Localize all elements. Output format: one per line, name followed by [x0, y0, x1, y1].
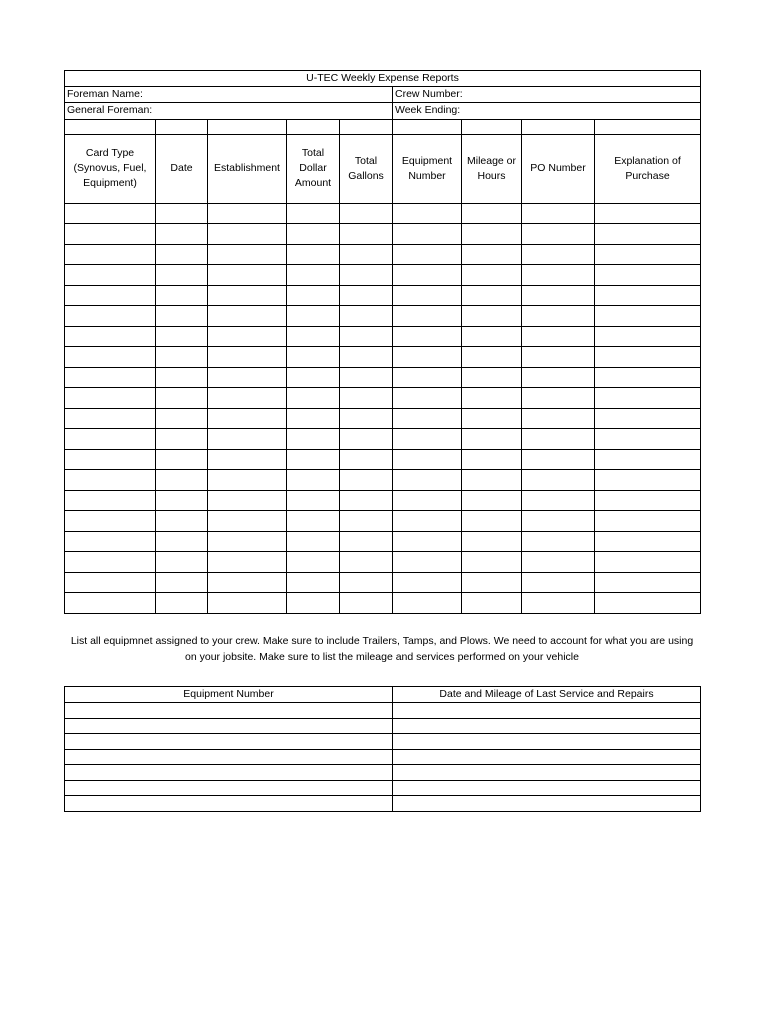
equipment-row [65, 749, 701, 765]
expense-cell[interactable] [595, 367, 701, 388]
expense-cell[interactable] [522, 552, 595, 573]
expense-row [65, 367, 701, 388]
expense-cell[interactable] [65, 449, 156, 470]
expense-cell[interactable] [208, 408, 287, 429]
expense-cell[interactable] [462, 306, 522, 327]
expense-cell[interactable] [522, 511, 595, 532]
expense-cell[interactable] [595, 388, 701, 409]
equipment-row [65, 780, 701, 796]
expense-cell[interactable] [287, 593, 340, 614]
expense-cell[interactable] [595, 408, 701, 429]
equipment-cell[interactable] [393, 749, 701, 765]
spacer-cell [287, 119, 340, 134]
column-header-mileage-or-hours: Mileage or Hours [462, 134, 522, 203]
expense-cell[interactable] [393, 244, 462, 265]
expense-cell[interactable] [595, 306, 701, 327]
expense-row [65, 552, 701, 573]
expense-cell[interactable] [287, 285, 340, 306]
expense-cell[interactable] [208, 265, 287, 286]
expense-cell[interactable] [287, 347, 340, 368]
expense-cell[interactable] [287, 408, 340, 429]
expense-cell[interactable] [462, 408, 522, 429]
expense-cell[interactable] [462, 224, 522, 245]
spacer-cell [522, 119, 595, 134]
expense-cell[interactable] [287, 572, 340, 593]
equipment-cell[interactable] [393, 703, 701, 719]
expense-cell[interactable] [522, 429, 595, 450]
column-header-equipment-number: Equipment Number [65, 687, 393, 703]
form-title: U-TEC Weekly Expense Reports [65, 71, 701, 87]
expense-cell[interactable] [393, 552, 462, 573]
expense-cell[interactable] [287, 244, 340, 265]
expense-cell[interactable] [462, 285, 522, 306]
expense-cell[interactable] [462, 490, 522, 511]
expense-cell[interactable] [393, 285, 462, 306]
expense-cell[interactable] [393, 449, 462, 470]
expense-cell[interactable] [462, 326, 522, 347]
expense-cell[interactable] [522, 490, 595, 511]
expense-cell[interactable] [595, 531, 701, 552]
equipment-row [65, 734, 701, 750]
column-header-last-service: Date and Mileage of Last Service and Repairs [393, 687, 701, 703]
expense-cell[interactable] [65, 511, 156, 532]
equipment-row [65, 718, 701, 734]
column-header-equipment-number: Equipment Number [393, 134, 462, 203]
expense-cell[interactable] [595, 285, 701, 306]
expense-cell[interactable] [287, 306, 340, 327]
spacer-cell [595, 119, 701, 134]
expense-cell[interactable] [340, 326, 393, 347]
expense-cell[interactable] [65, 326, 156, 347]
spacer-cell [340, 119, 393, 134]
expense-cell[interactable] [522, 285, 595, 306]
foreman-name-field[interactable]: Foreman Name: [65, 87, 393, 103]
expense-cell[interactable] [393, 408, 462, 429]
expense-cell[interactable] [340, 490, 393, 511]
expense-cell[interactable] [340, 265, 393, 286]
expense-cell[interactable] [208, 224, 287, 245]
expense-cell[interactable] [208, 470, 287, 491]
expense-cell[interactable] [340, 449, 393, 470]
equipment-cell[interactable] [393, 796, 701, 812]
expense-cell[interactable] [595, 572, 701, 593]
expense-row [65, 572, 701, 593]
expense-row [65, 244, 701, 265]
expense-cell[interactable] [462, 265, 522, 286]
expense-cell[interactable] [393, 470, 462, 491]
expense-cell[interactable] [340, 367, 393, 388]
expense-cell[interactable] [208, 593, 287, 614]
expense-cell[interactable] [462, 572, 522, 593]
expense-cell[interactable] [287, 388, 340, 409]
expense-cell[interactable] [340, 306, 393, 327]
expense-row [65, 347, 701, 368]
expense-cell[interactable] [208, 347, 287, 368]
expense-cell[interactable] [65, 347, 156, 368]
expense-cell[interactable] [287, 531, 340, 552]
expense-cell[interactable] [340, 408, 393, 429]
expense-cell[interactable] [65, 203, 156, 224]
expense-cell[interactable] [522, 244, 595, 265]
expense-cell[interactable] [208, 326, 287, 347]
expense-cell[interactable] [156, 449, 208, 470]
expense-cell[interactable] [595, 470, 701, 491]
crew-number-field[interactable]: Crew Number: [393, 87, 701, 103]
column-header-establishment: Establishment [208, 134, 287, 203]
expense-cell[interactable] [522, 367, 595, 388]
expense-cell[interactable] [156, 408, 208, 429]
expense-cell[interactable] [595, 347, 701, 368]
expense-cell[interactable] [156, 265, 208, 286]
expense-cell[interactable] [65, 470, 156, 491]
expense-cell[interactable] [522, 203, 595, 224]
expense-cell[interactable] [65, 244, 156, 265]
expense-cell[interactable] [156, 244, 208, 265]
expense-cell[interactable] [65, 224, 156, 245]
expense-cell[interactable] [522, 408, 595, 429]
expense-cell[interactable] [208, 572, 287, 593]
expense-cell[interactable] [156, 388, 208, 409]
spacer-row [65, 119, 701, 134]
spacer-cell [393, 119, 462, 134]
expense-cell[interactable] [393, 367, 462, 388]
equipment-cell[interactable] [393, 734, 701, 750]
expense-cell[interactable] [156, 490, 208, 511]
expense-cell[interactable] [462, 511, 522, 532]
expense-cell[interactable] [208, 367, 287, 388]
expense-cell[interactable] [65, 552, 156, 573]
expense-cell[interactable] [340, 388, 393, 409]
expense-cell[interactable] [340, 572, 393, 593]
expense-cell[interactable] [156, 511, 208, 532]
column-header-total-dollar-amount: Total Dollar Amount [287, 134, 340, 203]
expense-cell[interactable] [287, 203, 340, 224]
equipment-cell[interactable] [65, 718, 393, 734]
expense-cell[interactable] [522, 388, 595, 409]
expense-cell[interactable] [156, 429, 208, 450]
expense-cell[interactable] [462, 244, 522, 265]
instructions-text: List all equipmnet assigned to your crew. Make sure to include Trailers, Tamps, and Plows. We need to account for what you are using on your jobsite. Make sure to list the mileage and services performed on your vehicle [70, 635, 694, 663]
expense-cell[interactable] [393, 347, 462, 368]
expense-cell[interactable] [595, 449, 701, 470]
expense-cell[interactable] [208, 449, 287, 470]
expense-cell[interactable] [462, 449, 522, 470]
equipment-cell[interactable] [65, 749, 393, 765]
expense-cell[interactable] [65, 429, 156, 450]
expense-cell[interactable] [393, 531, 462, 552]
expense-cell[interactable] [208, 511, 287, 532]
expense-cell[interactable] [462, 552, 522, 573]
expense-row [65, 470, 701, 491]
expense-cell[interactable] [208, 429, 287, 450]
expense-header-row [65, 134, 701, 203]
spacer-cell [156, 119, 208, 134]
expense-row [65, 408, 701, 429]
expense-cell[interactable] [462, 429, 522, 450]
expense-cell[interactable] [393, 203, 462, 224]
expense-cell[interactable] [393, 429, 462, 450]
expense-cell[interactable] [522, 449, 595, 470]
expense-cell[interactable] [65, 593, 156, 614]
expense-cell[interactable] [287, 470, 340, 491]
spacer-cell [462, 119, 522, 134]
expense-row [65, 203, 701, 224]
expense-row [65, 224, 701, 245]
expense-cell[interactable] [208, 388, 287, 409]
equipment-cell[interactable] [65, 703, 393, 719]
expense-cell[interactable] [65, 285, 156, 306]
expense-cell[interactable] [156, 347, 208, 368]
expense-cell[interactable] [522, 224, 595, 245]
expense-cell[interactable] [65, 367, 156, 388]
expense-cell[interactable] [287, 429, 340, 450]
expense-cell[interactable] [287, 224, 340, 245]
expense-cell[interactable] [522, 326, 595, 347]
expense-cell[interactable] [595, 224, 701, 245]
expense-cell[interactable] [340, 531, 393, 552]
expense-cell[interactable] [393, 388, 462, 409]
equipment-service-table [64, 686, 701, 812]
expense-cell[interactable] [65, 572, 156, 593]
column-header-explanation: Explanation of Purchase [595, 134, 701, 203]
equipment-row [65, 765, 701, 781]
expense-report-table [64, 70, 701, 614]
expense-row [65, 511, 701, 532]
expense-row [65, 285, 701, 306]
expense-cell[interactable] [595, 265, 701, 286]
week-ending-field[interactable]: Week Ending: [393, 103, 701, 119]
expense-cell[interactable] [287, 511, 340, 532]
expense-cell[interactable] [462, 388, 522, 409]
expense-cell[interactable] [595, 593, 701, 614]
expense-cell[interactable] [65, 265, 156, 286]
spacer-cell [65, 119, 156, 134]
equipment-cell[interactable] [65, 780, 393, 796]
expense-cell[interactable] [393, 593, 462, 614]
expense-cell[interactable] [156, 367, 208, 388]
expense-cell[interactable] [340, 203, 393, 224]
equipment-cell[interactable] [65, 734, 393, 750]
expense-cell[interactable] [65, 306, 156, 327]
expense-cell[interactable] [156, 552, 208, 573]
expense-cell[interactable] [340, 552, 393, 573]
expense-cell[interactable] [340, 511, 393, 532]
expense-cell[interactable] [340, 470, 393, 491]
expense-cell[interactable] [595, 203, 701, 224]
expense-cell[interactable] [287, 552, 340, 573]
expense-cell[interactable] [522, 470, 595, 491]
expense-row [65, 306, 701, 327]
expense-cell[interactable] [595, 490, 701, 511]
expense-cell[interactable] [393, 490, 462, 511]
equipment-cell[interactable] [393, 765, 701, 781]
expense-cell[interactable] [65, 490, 156, 511]
expense-cell[interactable] [156, 572, 208, 593]
expense-cell[interactable] [156, 203, 208, 224]
column-header-date: Date [156, 134, 208, 203]
expense-cell[interactable] [340, 224, 393, 245]
expense-cell[interactable] [287, 326, 340, 347]
expense-cell[interactable] [156, 593, 208, 614]
expense-cell[interactable] [522, 306, 595, 327]
expense-cell[interactable] [65, 408, 156, 429]
expense-cell[interactable] [462, 531, 522, 552]
expense-row [65, 265, 701, 286]
expense-cell[interactable] [595, 552, 701, 573]
expense-cell[interactable] [156, 224, 208, 245]
expense-cell[interactable] [208, 285, 287, 306]
expense-cell[interactable] [462, 593, 522, 614]
expense-row [65, 449, 701, 470]
expense-cell[interactable] [156, 326, 208, 347]
column-header-po-number: PO Number [522, 134, 595, 203]
equipment-cell[interactable] [65, 796, 393, 812]
expense-cell[interactable] [287, 490, 340, 511]
expense-cell[interactable] [595, 511, 701, 532]
expense-cell[interactable] [156, 531, 208, 552]
expense-cell[interactable] [287, 265, 340, 286]
expense-cell[interactable] [156, 306, 208, 327]
expense-cell[interactable] [208, 552, 287, 573]
expense-cell[interactable] [595, 429, 701, 450]
expense-cell[interactable] [393, 326, 462, 347]
general-foreman-field[interactable]: General Foreman: [65, 103, 393, 119]
expense-row [65, 429, 701, 450]
expense-cell[interactable] [522, 593, 595, 614]
expense-cell[interactable] [340, 429, 393, 450]
expense-cell[interactable] [462, 470, 522, 491]
equipment-row [65, 796, 701, 812]
equipment-row [65, 703, 701, 719]
expense-row [65, 593, 701, 614]
expense-cell[interactable] [595, 244, 701, 265]
column-header-total-gallons: Total Gallons [340, 134, 393, 203]
expense-cell[interactable] [340, 347, 393, 368]
expense-cell[interactable] [522, 265, 595, 286]
expense-cell[interactable] [287, 367, 340, 388]
expense-cell[interactable] [595, 326, 701, 347]
expense-cell[interactable] [340, 593, 393, 614]
expense-cell[interactable] [287, 449, 340, 470]
expense-cell[interactable] [522, 347, 595, 368]
expense-cell[interactable] [393, 511, 462, 532]
expense-cell[interactable] [340, 244, 393, 265]
expense-cell[interactable] [65, 388, 156, 409]
column-header-card-type: Card Type (Synovus, Fuel, Equipment) [65, 134, 156, 203]
expense-cell[interactable] [462, 367, 522, 388]
expense-cell[interactable] [393, 572, 462, 593]
expense-cell[interactable] [156, 285, 208, 306]
expense-row [65, 326, 701, 347]
equipment-cell[interactable] [65, 765, 393, 781]
expense-cell[interactable] [208, 244, 287, 265]
expense-cell[interactable] [462, 203, 522, 224]
expense-cell[interactable] [208, 531, 287, 552]
expense-cell[interactable] [340, 285, 393, 306]
expense-cell[interactable] [156, 470, 208, 491]
expense-cell[interactable] [65, 531, 156, 552]
expense-row [65, 490, 701, 511]
expense-row [65, 531, 701, 552]
equipment-header-row [65, 687, 701, 703]
spacer-cell [208, 119, 287, 134]
expense-cell[interactable] [393, 224, 462, 245]
expense-cell[interactable] [522, 531, 595, 552]
expense-cell[interactable] [208, 490, 287, 511]
expense-cell[interactable] [522, 572, 595, 593]
expense-cell[interactable] [393, 265, 462, 286]
equipment-cell[interactable] [393, 780, 701, 796]
expense-row [65, 388, 701, 409]
expense-cell[interactable] [462, 347, 522, 368]
expense-cell[interactable] [393, 306, 462, 327]
equipment-cell[interactable] [393, 718, 701, 734]
expense-cell[interactable] [208, 306, 287, 327]
expense-cell[interactable] [208, 203, 287, 224]
